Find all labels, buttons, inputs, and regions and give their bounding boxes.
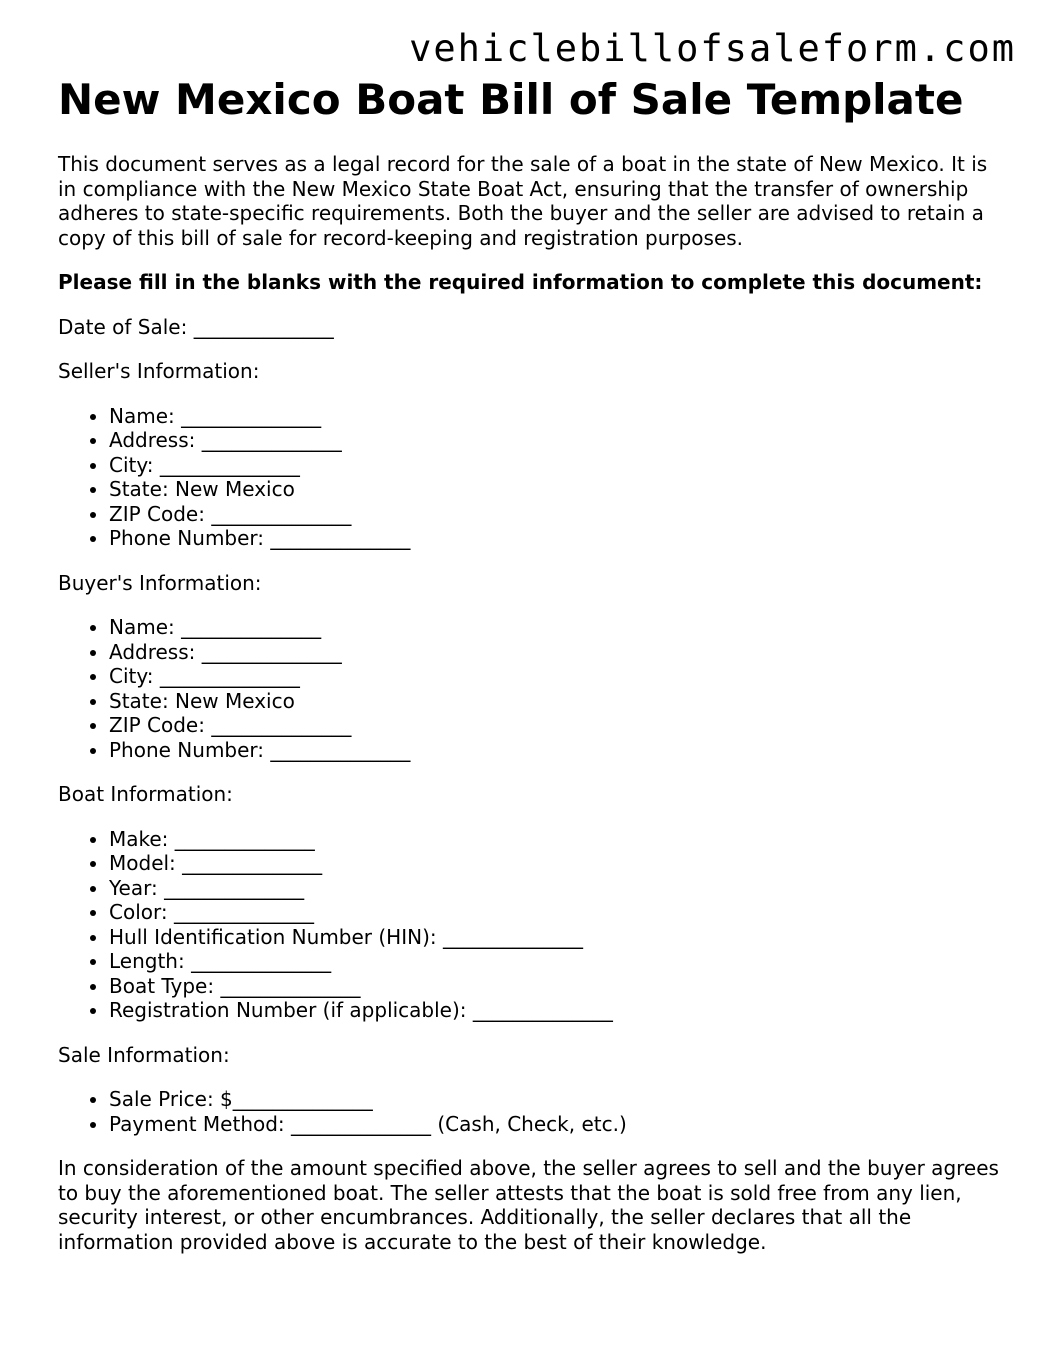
fill-instruction: Please fill in the blanks with the required information to complete this document: [58,270,983,294]
boat-length-field: • Length: ______________ [109,949,1003,974]
seller-address-field: • Address: ______________ [109,428,1003,453]
buyer-name-field: • Name: ______________ [109,615,1003,640]
boat-hin-field: • Hull Identification Number (HIN): ______________ [109,925,1003,950]
seller-zip-field: • ZIP Code: ______________ [109,502,1003,527]
boat-type-field: • Boat Type: ______________ [109,974,1003,999]
boat-registration-field: • Registration Number (if applicable): ______________ [109,998,1003,1023]
seller-phone-field: • Phone Number: ______________ [109,526,1003,551]
buyer-section-heading: Buyer's Information: [58,570,262,595]
date-of-sale-field: Date of Sale: ______________ [58,314,334,339]
boat-make-field: • Make: ______________ [109,827,1003,852]
closing-paragraph: In consideration of the amount specified above, the seller agrees to sell and the buyer agrees to buy the aforementioned boat. The seller attests that the boat is sold free from any lien, security interest, or other encumbrances. Additionally, the seller declares that all the information provided above is accurate to the best of their knowledge. [58,1156,999,1254]
document-body [58,76,1003,1254]
seller-section-heading: Seller's Information: [58,359,260,383]
seller-info-list [58,404,1003,551]
buyer-phone-field: • Phone Number: ______________ [109,738,1003,763]
site-watermark: vehiclebillofsaleform.com [409,27,1016,70]
buyer-state-field: • State: New Mexico [109,689,1003,714]
boat-model-field: • Model: ______________ [109,851,1003,876]
buyer-address-field: • Address: ______________ [109,640,1003,665]
buyer-city-field: • City: ______________ [109,664,1003,689]
page-title: New Mexico Boat Bill of Sale Template [58,75,964,124]
payment-method-field: • Payment Method: ______________ (Cash, Check, etc.) [109,1112,1003,1137]
boat-info-list [58,827,1003,1023]
sale-section-heading: Sale Information: [58,1042,230,1067]
seller-state-field: • State: New Mexico [109,477,1003,502]
boat-color-field: • Color: ______________ [109,900,1003,925]
seller-city-field: • City: ______________ [109,453,1003,478]
intro-paragraph: This document serves as a legal record for the sale of a boat in the state of New Mexico. It is in compliance with the New Mexico State Boat Act, ensuring that the transfer of ownership adheres to state-specific requirements. Both the buyer and the seller are advised to retain a copy of this bill of sale for record-keeping and registration purposes. [58,152,988,250]
sale-info-list [58,1087,1003,1136]
buyer-zip-field: • ZIP Code: ______________ [109,713,1003,738]
boat-year-field: • Year: ______________ [109,876,1003,901]
boat-section-heading: Boat Information: [58,782,233,806]
sale-price-field: • Sale Price: $______________ [109,1087,1003,1112]
seller-name-field: • Name: ______________ [109,404,1003,429]
buyer-info-list [58,615,1003,762]
